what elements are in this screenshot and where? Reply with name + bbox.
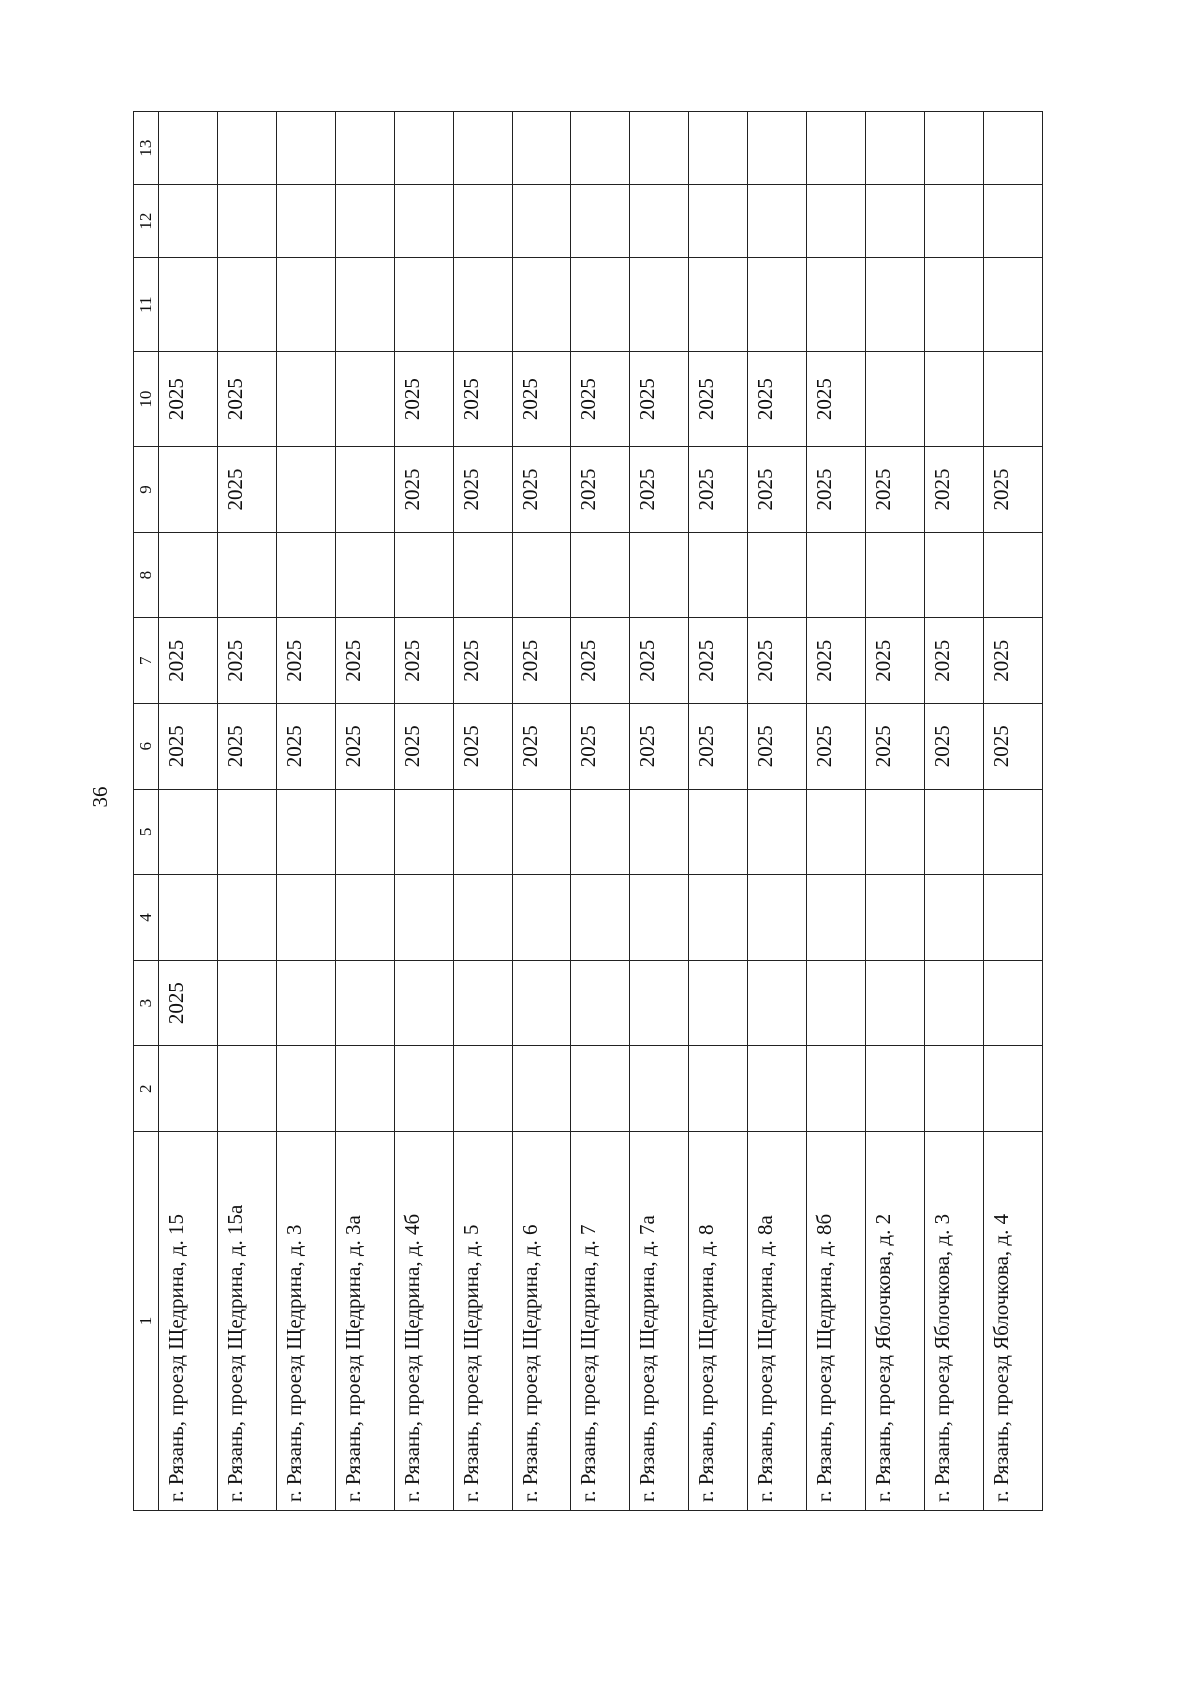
year-cell [807,960,866,1046]
address-cell: г. Рязань, проезд Щедрина, д. 15а [217,1132,276,1511]
table-row [512,112,571,1511]
year-cell: 2025 [689,447,748,533]
year-cell [748,258,807,352]
year-cell [276,352,335,447]
column-header-1: 1 [134,1132,159,1511]
year-cell [807,1046,866,1132]
year-cell: 2025 [630,447,689,533]
year-cell [335,789,394,875]
year-cell: 2025 [630,352,689,447]
year-cell [217,532,276,618]
year-cell [276,258,335,352]
year-cell [159,258,218,352]
year-cell [276,960,335,1046]
year-cell [866,789,925,875]
year-cell [571,532,630,618]
year-cell: 2025 [453,447,512,533]
year-cell [748,112,807,185]
year-cell [748,532,807,618]
year-cell [748,875,807,961]
year-cell [983,112,1042,185]
year-cell [630,875,689,961]
year-cell: 2025 [512,618,571,704]
year-cell [159,112,218,185]
year-cell [394,258,453,352]
year-cell [689,960,748,1046]
year-cell [276,447,335,533]
year-cell: 2025 [159,703,218,789]
year-cell [983,258,1042,352]
year-cell [335,258,394,352]
year-cell [512,960,571,1046]
year-cell: 2025 [571,352,630,447]
year-cell [571,789,630,875]
year-cell [924,532,983,618]
year-cell [866,185,925,258]
address-cell: г. Рязань, проезд Щедрина, д. 8а [748,1132,807,1511]
year-cell: 2025 [866,447,925,533]
year-cell [807,789,866,875]
year-cell [866,258,925,352]
year-cell [866,112,925,185]
year-cell [689,258,748,352]
year-cell [276,532,335,618]
column-header-3: 3 [134,960,159,1046]
year-cell [630,185,689,258]
address-cell: г. Рязань, проезд Щедрина, д. 5 [453,1132,512,1511]
year-cell [924,1046,983,1132]
year-cell [394,789,453,875]
year-cell [924,258,983,352]
year-cell [394,532,453,618]
table-row [689,112,748,1511]
address-cell: г. Рязань, проезд Щедрина, д. 3 [276,1132,335,1511]
year-cell [159,532,218,618]
year-cell [335,960,394,1046]
year-cell: 2025 [689,352,748,447]
year-cell [630,789,689,875]
year-cell [335,447,394,533]
year-cell [924,185,983,258]
address-cell: г. Рязань, проезд Щедрина, д. 6 [512,1132,571,1511]
address-cell: г. Рязань, проезд Щедрина, д. 7а [630,1132,689,1511]
year-cell [335,532,394,618]
year-cell: 2025 [394,352,453,447]
address-cell: г. Рязань, проезд Щедрина, д. 8б [807,1132,866,1511]
table-row [453,112,512,1511]
year-cell: 2025 [866,618,925,704]
year-cell [453,960,512,1046]
year-cell: 2025 [630,618,689,704]
year-cell [924,875,983,961]
year-cell: 2025 [217,703,276,789]
year-cell: 2025 [217,352,276,447]
year-cell: 2025 [394,447,453,533]
year-cell [807,258,866,352]
column-header-6: 6 [134,703,159,789]
year-cell [512,789,571,875]
year-cell [866,1046,925,1132]
year-cell [453,112,512,185]
year-cell [571,258,630,352]
year-cell [453,875,512,961]
address-cell: г. Рязань, проезд Яблочкова, д. 3 [924,1132,983,1511]
address-cell: г. Рязань, проезд Яблочкова, д. 4 [983,1132,1042,1511]
table-row [394,112,453,1511]
year-cell [924,960,983,1046]
address-cell: г. Рязань, проезд Щедрина, д. 7 [571,1132,630,1511]
year-cell [924,789,983,875]
column-header-7: 7 [134,618,159,704]
year-cell [807,875,866,961]
year-cell: 2025 [807,352,866,447]
year-cell: 2025 [807,618,866,704]
column-header-10: 10 [134,352,159,447]
year-cell: 2025 [512,352,571,447]
year-cell [335,185,394,258]
column-header-8: 8 [134,532,159,618]
year-cell: 2025 [748,352,807,447]
year-cell [394,960,453,1046]
year-cell [866,532,925,618]
year-cell [512,875,571,961]
year-cell [748,185,807,258]
year-cell: 2025 [394,703,453,789]
year-cell: 2025 [689,703,748,789]
year-cell [571,960,630,1046]
year-cell: 2025 [748,703,807,789]
year-cell: 2025 [453,618,512,704]
year-cell: 2025 [335,703,394,789]
year-cell [689,1046,748,1132]
year-cell: 2025 [276,703,335,789]
year-cell: 2025 [983,703,1042,789]
year-cell [748,789,807,875]
year-cell [512,185,571,258]
year-cell [924,352,983,447]
rotated-table-container [133,111,1043,1511]
year-cell [276,185,335,258]
year-cell [276,789,335,875]
year-cell [983,875,1042,961]
year-cell [453,258,512,352]
year-cell [276,112,335,185]
year-cell: 2025 [571,618,630,704]
table-row [924,112,983,1511]
year-cell [394,1046,453,1132]
column-header-11: 11 [134,258,159,352]
year-cell [394,112,453,185]
year-cell [630,112,689,185]
year-cell [217,258,276,352]
year-cell [394,185,453,258]
year-cell: 2025 [807,703,866,789]
address-cell: г. Рязань, проезд Щедрина, д. 8 [689,1132,748,1511]
year-cell [689,789,748,875]
table-row [866,112,925,1511]
year-cell [689,532,748,618]
year-cell [276,875,335,961]
year-cell: 2025 [512,703,571,789]
address-cell: г. Рязань, проезд Щедрина, д. 15 [159,1132,218,1511]
table-row [335,112,394,1511]
table-row [748,112,807,1511]
year-cell: 2025 [924,618,983,704]
year-cell: 2025 [159,352,218,447]
year-cell [748,960,807,1046]
year-cell [159,875,218,961]
year-cell [807,532,866,618]
year-cell [866,960,925,1046]
year-cell: 2025 [630,703,689,789]
column-header-12: 12 [134,185,159,258]
year-cell: 2025 [983,618,1042,704]
year-cell [453,185,512,258]
address-cell: г. Рязань, проезд Яблочкова, д. 2 [866,1132,925,1511]
year-cell: 2025 [689,618,748,704]
header-row [134,112,159,1511]
year-cell: 2025 [571,703,630,789]
column-header-9: 9 [134,447,159,533]
table-row [983,112,1042,1511]
page-number: 36 [88,786,112,808]
year-cell [453,1046,512,1132]
year-cell [748,1046,807,1132]
year-cell: 2025 [159,960,218,1046]
year-cell [807,185,866,258]
year-cell [866,352,925,447]
year-cell: 2025 [866,703,925,789]
table-row [630,112,689,1511]
year-cell [512,258,571,352]
year-cell [983,960,1042,1046]
year-cell: 2025 [748,618,807,704]
column-header-13: 13 [134,112,159,185]
year-cell: 2025 [924,447,983,533]
year-cell: 2025 [159,618,218,704]
year-cell [335,352,394,447]
year-cell [217,789,276,875]
year-cell: 2025 [217,618,276,704]
year-cell [807,112,866,185]
year-cell [276,1046,335,1132]
year-cell [217,875,276,961]
year-cell: 2025 [276,618,335,704]
year-cell: 2025 [924,703,983,789]
year-cell [217,1046,276,1132]
year-cell: 2025 [512,447,571,533]
year-cell: 2025 [571,447,630,533]
year-cell [159,447,218,533]
year-cell [512,1046,571,1132]
year-cell [983,1046,1042,1132]
table-row [571,112,630,1511]
year-cell [159,1046,218,1132]
year-cell [689,875,748,961]
year-cell [983,352,1042,447]
year-cell [217,185,276,258]
column-header-4: 4 [134,875,159,961]
year-cell [630,1046,689,1132]
address-cell: г. Рязань, проезд Щедрина, д. 4б [394,1132,453,1511]
year-cell [571,875,630,961]
year-cell: 2025 [453,703,512,789]
year-cell [924,112,983,185]
year-cell: 2025 [807,447,866,533]
year-cell [630,960,689,1046]
year-cell: 2025 [335,618,394,704]
column-header-2: 2 [134,1046,159,1132]
year-cell: 2025 [748,447,807,533]
year-cell [159,185,218,258]
data-table [133,111,1043,1511]
table-row [807,112,866,1511]
year-cell [512,532,571,618]
year-cell [335,875,394,961]
year-cell [571,1046,630,1132]
year-cell [512,112,571,185]
year-cell [983,185,1042,258]
year-cell [689,112,748,185]
year-cell [335,112,394,185]
year-cell [159,789,218,875]
column-header-5: 5 [134,789,159,875]
year-cell [571,112,630,185]
year-cell [630,532,689,618]
year-cell [394,875,453,961]
year-cell: 2025 [217,447,276,533]
year-cell [335,1046,394,1132]
address-cell: г. Рязань, проезд Щедрина, д. 3а [335,1132,394,1511]
year-cell [453,532,512,618]
year-cell [453,789,512,875]
year-cell [983,789,1042,875]
year-cell [217,960,276,1046]
table-row [217,112,276,1511]
year-cell [217,112,276,185]
year-cell: 2025 [394,618,453,704]
year-cell: 2025 [983,447,1042,533]
year-cell [630,258,689,352]
table-row [159,112,218,1511]
year-cell [571,185,630,258]
year-cell [866,875,925,961]
table-row [276,112,335,1511]
year-cell: 2025 [453,352,512,447]
year-cell [983,532,1042,618]
year-cell [689,185,748,258]
